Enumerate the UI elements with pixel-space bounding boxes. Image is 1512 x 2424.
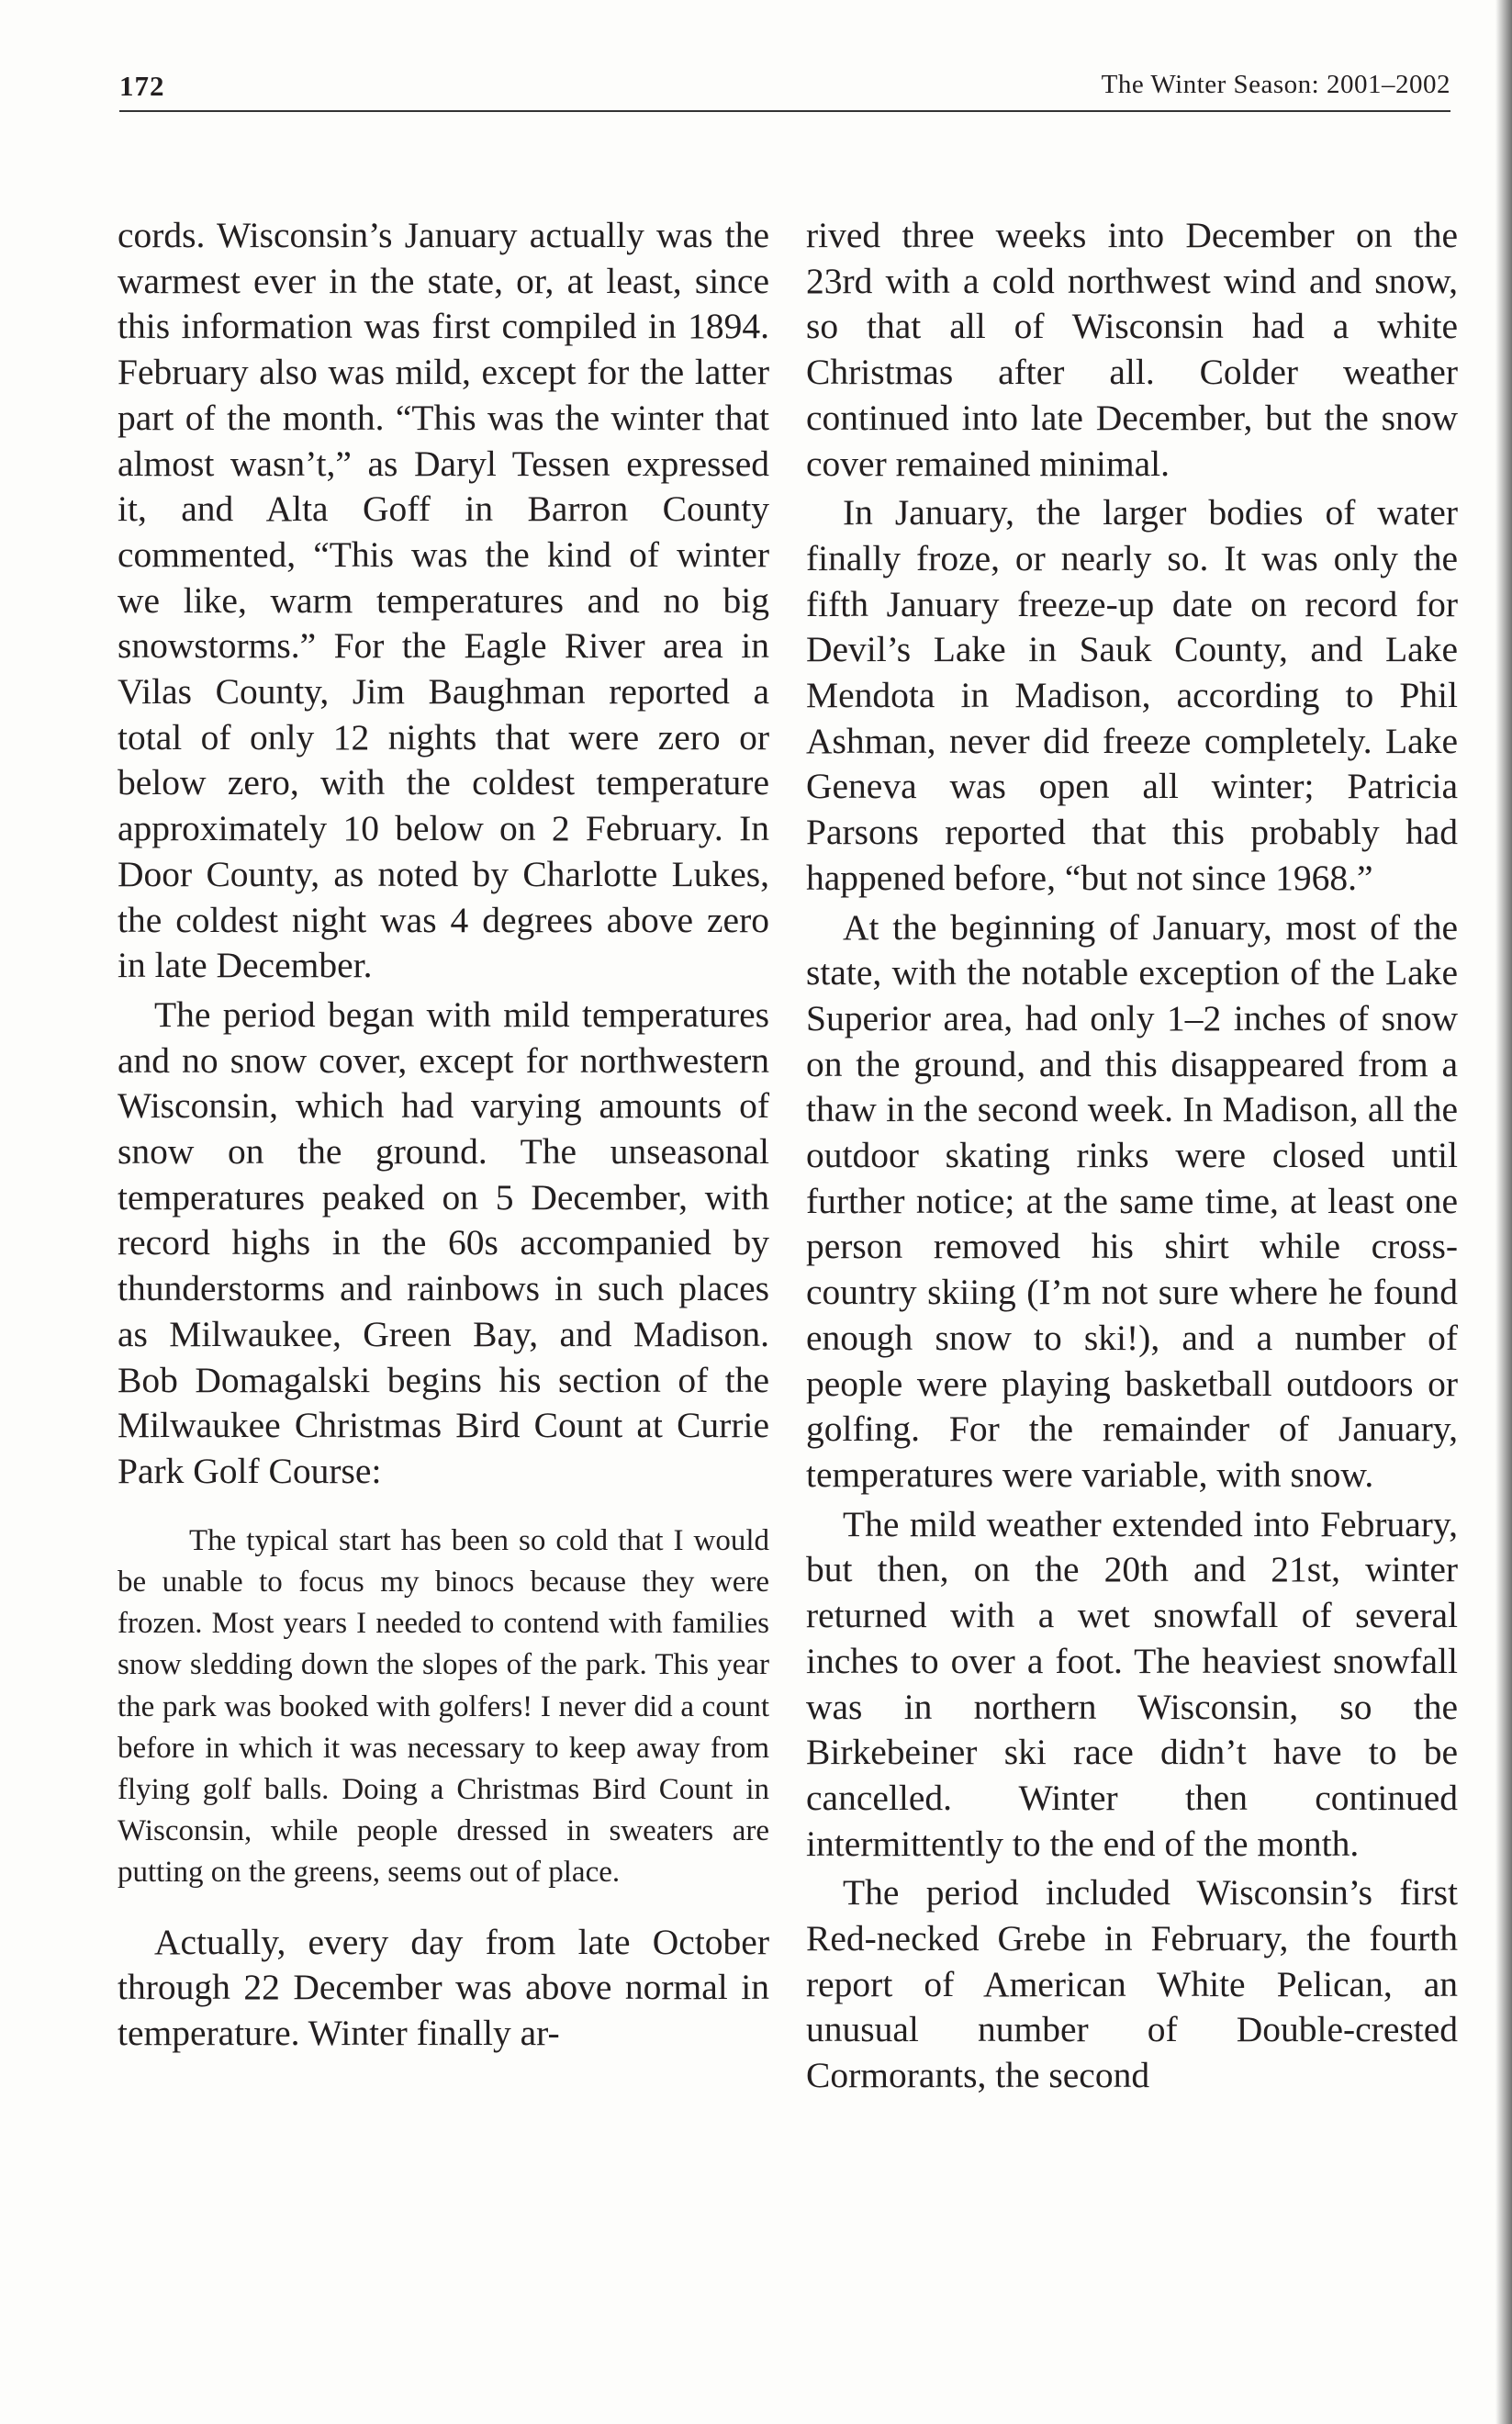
page-number: 172 [119, 70, 165, 102]
block-quote: The typical start has been so cold that I would be unable to focus my binocs because they were frozen. Most years I needed to contend with families snow sledding down the slopes of the park. This year the park was booked with golfers! I never did a count before in which it was necessary to keep away from flying golf balls. Doing a Christmas Bird Count in Wisconsin, while people dressed in sweaters are putting on the greens, seems out of place. [118, 1523, 769, 1890]
right-paragraph-5: The period included Wisconsin’s first Red-necked Grebe in February, the fourth report of American White Pelican, an unusual number of Double-crested Cormorants, the second [806, 1872, 1458, 2096]
right-paragraph-4: The mild weather extended into February, but then, on the 20th and 21st, winter returned with a wet snowfall of several inches to over a foot. The heaviest snowfall was in northern Wisconsin, so the Birkebeiner ski race didn’t have to be cancelled. Winter then continued intermittently to the end of the month. [806, 1503, 1458, 1864]
left-column [118, 213, 769, 2057]
left-paragraph-3: Actually, every day from late October through 22 December was above normal in temperature. Winter finally ar- [118, 1921, 769, 2053]
left-paragraph-2: The period began with mild temperatures and no snow cover, except for northwestern Wisconsin, which had varying amounts of snow on the ground. The unseasonal temperatures peaked on 5 December, with record highs in the 60s accompanied by thunderstorms and rainbows in such places as Milwaukee, Green Bay, and Madison. Bob Domagalski begins his section of the Milwaukee Christmas Bird Count at Currie Park Golf Course: [118, 993, 769, 1491]
running-head [119, 62, 1450, 112]
right-paragraph-2: In January, the larger bodies of water finally froze, or nearly so. It was only the fifth January freeze-up date on record for Devil’s Lake in Sauk County, and Lake Mendota in Madison, according to Phil Ashman, never did freeze completely. Lake Geneva was open all winter; Patricia Parsons reported that this probably had happened before, “but not since 1968.” [806, 492, 1458, 898]
page-edge-shadow [1495, 0, 1512, 2424]
left-paragraph-1: cords. Wisconsin’s January actually was the warmest ever in the state, or, at least, since this information was first compiled in 1894. February also was mild, except for the latter part of the month. “This was the winter that almost wasn’t,” as Daryl Tessen expressed it, and Alta Goff in Barron County commented, “This was the kind of winter we like, warm temperatures and no big snowstorms.” For the Eagle River area in Vilas County, Jim Baughman reported a total of only 12 nights that were zero or below zero, with the coldest temperature approximately 10 below on 2 February. In Door County, as noted by Charlotte Lukes, the coldest night was 4 degrees above zero in late December. [118, 215, 769, 986]
journal-title: The Winter Season: 2001–2002 [1101, 70, 1450, 99]
right-paragraph-3: At the beginning of January, most of the state, with the notable exception of the Lake Superior area, had only 1–2 inches of snow on the ground, and this disappeared from a thaw in the second week. In Madison, all the outdoor skating rinks were closed until further notice; at the same time, at least one person removed his shirt while cross-country skiing (I’m not sure where he found enough snow to ski!), and a number of people were playing basketball outdoors or golfing. For the remainder of January, temperatures were variable, with snow. [806, 906, 1458, 1495]
right-paragraph-1: rived three weeks into December on the 23rd with a cold northwest wind and snow, so that all of Wisconsin had a white Christmas after all. Colder weather continued into late December, but the snow cover remained minimal. [806, 215, 1458, 484]
right-column [806, 213, 1458, 2099]
